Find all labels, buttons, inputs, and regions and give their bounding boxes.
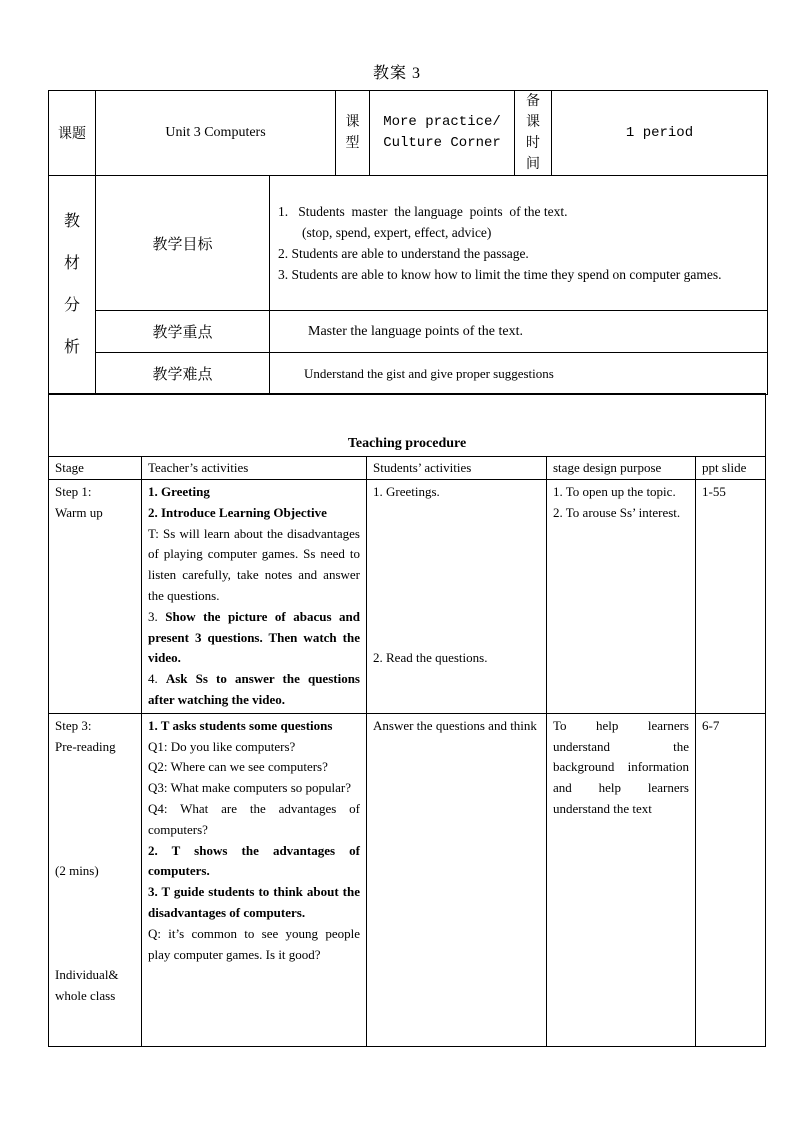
step1-stage-title: Warm up xyxy=(55,504,103,520)
objective-2: 2. Students are able to understand the passage. xyxy=(278,246,529,261)
step1-students-1: 1. Greetings. xyxy=(373,484,440,499)
step1-teacher-4: 3. Show the picture of abacus and present 3 questions. Then watch the video. xyxy=(148,608,361,666)
step1-teacher-5: 4. Ask Ss to answer the questions after watching the video. xyxy=(148,671,360,707)
step1-stage xyxy=(49,480,142,714)
step3-purpose: To help learners understand the background information and help learners understand the text xyxy=(547,713,696,1046)
step3-q4: Q4: What are the advantages of computers? xyxy=(148,800,360,837)
procedure-title: Teaching procedure xyxy=(49,394,766,457)
step3-q1: Q1: Do you like computers? xyxy=(148,738,296,754)
step1-teacher-3: T: Ss will learn about the disadvantages of playing computer games. Ss need to listen carefully, take notes and answer the questions. xyxy=(148,525,360,603)
step1-teacher-1: 1. Greeting xyxy=(148,484,210,499)
step1-purpose-2: 2. To arouse Ss’ interest. xyxy=(553,504,681,520)
step3-stage-name: Step 3: xyxy=(55,717,92,733)
material-analysis-label: 教 材 分 析 xyxy=(49,176,96,395)
step3-teacher-3: 3. T guide students to think about the disadvantages of computers. xyxy=(148,884,360,920)
prep-time-value: 1 period xyxy=(552,91,768,176)
step3-mode: Individual& whole class xyxy=(55,967,119,1004)
lesson-info-table xyxy=(48,90,768,395)
objectives-cell xyxy=(270,176,768,311)
topic-value: Unit 3 Computers xyxy=(96,91,336,176)
step3-time: (2 mins) xyxy=(55,863,99,879)
step1-purpose xyxy=(547,480,696,714)
step3-q5: Q: it’s common to see young people play computer games. Is it good? xyxy=(148,925,360,962)
step1-teacher xyxy=(142,480,367,714)
step1-students-2: 2. Read the questions. xyxy=(373,650,488,666)
col-teacher-header: Teacher’s activities xyxy=(142,457,367,480)
objectives-label: 教学目标 xyxy=(96,176,270,311)
step1-purpose-1: 1. To open up the topic. xyxy=(553,484,676,499)
step3-teacher-1: 1. T asks students some questions xyxy=(148,717,333,733)
col-stage-header: Stage xyxy=(49,457,142,480)
step3-q2: Q2: Where can we see computers? xyxy=(148,759,328,775)
step3-ppt: 6-7 xyxy=(696,713,766,1046)
key-points-value: Master the language points of the text. xyxy=(270,311,768,353)
objective-3: 3. Students are able to know how to limit the time they spend on computer games. xyxy=(278,267,722,282)
difficulty-value: Understand the gist and give proper suggestions xyxy=(270,353,768,395)
difficulty-label: 教学难点 xyxy=(96,353,270,395)
type-value: More practice/ Culture Corner xyxy=(370,91,515,176)
step1-stage-name: Step 1: xyxy=(55,484,92,499)
step3-q3: Q3: What make computers so popular? xyxy=(148,780,352,796)
procedure-table xyxy=(48,393,766,1047)
step3-teacher-2: 2. T shows the advantages of computers. xyxy=(148,842,360,879)
objective-1-detail: (stop, spend, expert, effect, advice) xyxy=(302,225,492,240)
step3-stage-title: Pre-reading xyxy=(55,738,116,754)
step3-stage xyxy=(49,713,142,1046)
col-students-header: Students’ activities xyxy=(367,457,547,480)
step1-teacher-2: 2. Introduce Learning Objective xyxy=(148,504,327,520)
objective-1: 1. Students master the language points of the text. xyxy=(278,204,568,219)
step3-students: Answer the questions and think xyxy=(367,713,547,1046)
document-title: 教案 3 xyxy=(372,65,421,82)
col-ppt-header: ppt slide xyxy=(696,457,766,480)
prep-time-label: 备 课 时 间 xyxy=(515,91,552,176)
topic-label: 课题 xyxy=(49,91,96,176)
key-points-label: 教学重点 xyxy=(96,311,270,353)
type-label: 课 型 xyxy=(336,91,370,176)
step1-students xyxy=(367,480,547,714)
step3-teacher xyxy=(142,713,367,1046)
step1-ppt: 1-55 xyxy=(696,480,766,714)
col-purpose-header: stage design purpose xyxy=(547,457,696,480)
